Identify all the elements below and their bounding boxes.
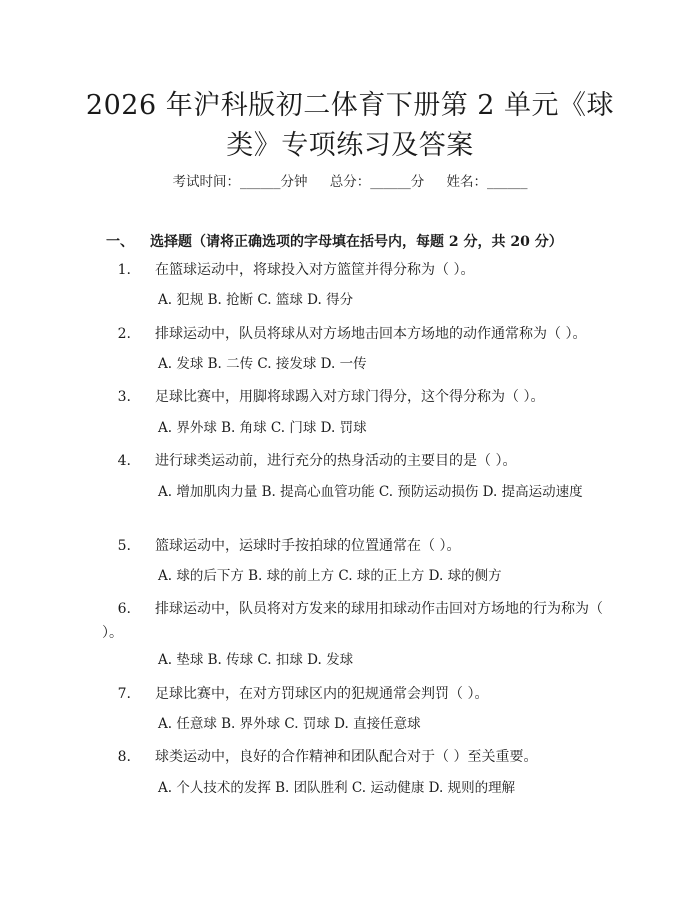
question-options: A. 垫球 B. 传球 C. 扣球 D. 发球: [158, 652, 354, 668]
question-text: 篮球运动中，运球时手按拍球的位置通常在（ ）。: [155, 538, 461, 554]
total-score: 总分：______分: [329, 174, 425, 190]
question-options: A. 犯规 B. 抢断 C. 篮球 D. 得分: [158, 292, 354, 308]
question: [102, 534, 604, 558]
section-title: 选择题（请将正确选项的字母填在括号内，每题 2 分，共 20 分）: [150, 234, 563, 250]
page-title: [80, 86, 620, 166]
question-text: 足球比赛中，在对方罚球区内的犯规通常会判罚（ ）。: [155, 686, 489, 702]
question-number: 3.: [117, 389, 131, 405]
question-text: 足球比赛中，用脚将球踢入对方球门得分，这个得分称为（ ）。: [155, 389, 545, 405]
question-text: 进行球类运动前，进行充分的热身活动的主要目的是（ ）。: [155, 453, 517, 469]
question-options: A. 发球 B. 二传 C. 接发球 D. 一传: [158, 356, 367, 372]
question: [102, 745, 604, 769]
question-options: A. 个人技术的发挥 B. 团队胜利 C. 运动健康 D. 规则的理解: [158, 780, 516, 796]
question-number: 5.: [117, 538, 131, 554]
section-number: 一、: [106, 234, 134, 250]
student-name: 姓名：______: [446, 174, 528, 190]
question: [102, 597, 604, 645]
question-text: 球类运动中，良好的合作精神和团队配合对于（ ）至关重要。: [155, 749, 538, 765]
question-number: 6.: [117, 601, 131, 617]
exam-meta: [0, 170, 700, 190]
question: [102, 449, 604, 473]
question: [102, 258, 604, 282]
question-text: 在篮球运动中，将球投入对方篮筐并得分称为（ ）。: [155, 262, 475, 278]
title-line-2: 类》专项练习及答案: [226, 130, 474, 161]
question-options: A. 任意球 B. 界外球 C. 罚球 D. 直接任意球: [158, 716, 421, 732]
question-number: 1.: [117, 262, 131, 278]
question-number: 7.: [117, 686, 131, 702]
question-text: 排球运动中，队员将对方发来的球用扣球动作击回对方场地的行为称为（ ）。: [102, 601, 603, 641]
question: [102, 682, 604, 706]
question: [102, 322, 604, 346]
question-text: 排球运动中，队员将球从对方场地击回本方场地的动作通常称为（ ）。: [155, 326, 587, 342]
question-options: A. 增加肌肉力量 B. 提高心血管功能 C. 预防运动损伤 D. 提高运动速度: [158, 484, 583, 500]
question-number: 2.: [117, 326, 131, 342]
question-options: A. 球的后下方 B. 球的前上方 C. 球的正上方 D. 球的侧方: [158, 568, 502, 584]
question: [102, 385, 604, 409]
exam-time: 考试时间：______分钟: [172, 174, 308, 190]
section-heading: [106, 231, 563, 251]
title-line-1: 2026 年沪科版初二体育下册第 2 单元《球: [85, 90, 615, 121]
question-number: 4.: [117, 453, 131, 469]
question-options: A. 界外球 B. 角球 C. 门球 D. 罚球: [158, 420, 367, 436]
question-number: 8.: [117, 749, 131, 765]
